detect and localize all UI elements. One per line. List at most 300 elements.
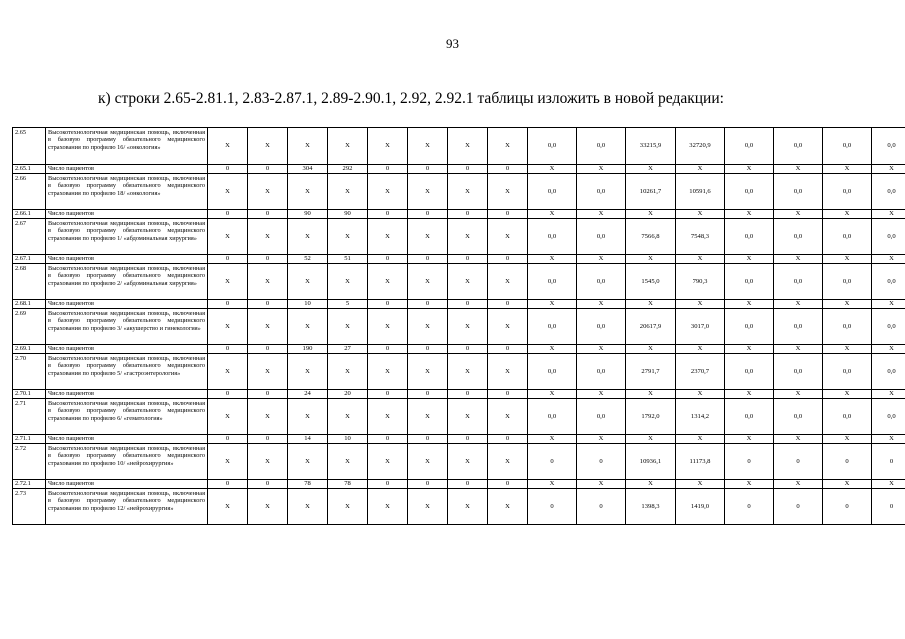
- table-cell: 0: [368, 300, 408, 309]
- table-cell: 0,0: [872, 174, 905, 210]
- table-cell: 0: [368, 480, 408, 489]
- table-row: [13, 264, 905, 300]
- table-cell: 0: [774, 444, 823, 480]
- table-cell: X: [528, 255, 577, 264]
- table-cell: X: [328, 354, 368, 390]
- table-cell: 10936,1: [626, 444, 676, 480]
- table-row: [13, 390, 905, 399]
- table-cell: 0: [248, 345, 288, 354]
- table-cell: X: [774, 345, 823, 354]
- table-cell: 0: [448, 165, 488, 174]
- table-cell: X: [626, 165, 676, 174]
- table-cell: 0,0: [725, 174, 774, 210]
- table-cell: 90: [328, 210, 368, 219]
- table-body: [13, 128, 905, 525]
- table-cell: X: [328, 219, 368, 255]
- table-cell: X: [448, 174, 488, 210]
- table-cell: X: [248, 399, 288, 435]
- table-cell: 0,0: [528, 309, 577, 345]
- table-cell: 0: [208, 300, 248, 309]
- table-cell: 0: [577, 444, 626, 480]
- table-cell: 0: [248, 435, 288, 444]
- table-cell: X: [288, 219, 328, 255]
- row-name: Число пациентов: [46, 165, 208, 174]
- table-cell: 0: [408, 210, 448, 219]
- table-cell: X: [823, 255, 872, 264]
- table-cell: X: [448, 489, 488, 525]
- table-row: [13, 219, 905, 255]
- table-cell: X: [676, 480, 725, 489]
- row-name: Число пациентов: [46, 480, 208, 489]
- table-cell: X: [288, 264, 328, 300]
- table-cell: X: [872, 165, 905, 174]
- table-cell: X: [408, 174, 448, 210]
- row-name: Число пациентов: [46, 255, 208, 264]
- row-code: 2.73: [13, 489, 46, 525]
- table-cell: X: [288, 309, 328, 345]
- table-cell: 10261,7: [626, 174, 676, 210]
- table-cell: 0,0: [577, 309, 626, 345]
- table-cell: X: [725, 165, 774, 174]
- table-cell: 0,0: [774, 399, 823, 435]
- table-cell: 0,0: [774, 128, 823, 165]
- table-cell: X: [248, 444, 288, 480]
- table-cell: X: [208, 128, 248, 165]
- table-cell: X: [676, 390, 725, 399]
- table-cell: 0,0: [774, 219, 823, 255]
- table-cell: 0: [488, 345, 528, 354]
- table-cell: X: [248, 174, 288, 210]
- row-code: 2.67: [13, 219, 46, 255]
- table-row: [13, 309, 905, 345]
- table-cell: 0,0: [872, 354, 905, 390]
- row-name: Число пациентов: [46, 345, 208, 354]
- table-cell: X: [577, 210, 626, 219]
- table-cell: 0,0: [823, 309, 872, 345]
- table-cell: X: [208, 444, 248, 480]
- table-cell: 0: [488, 435, 528, 444]
- table-cell: 0: [823, 489, 872, 525]
- table-cell: X: [328, 174, 368, 210]
- table-cell: X: [448, 309, 488, 345]
- table-cell: X: [208, 309, 248, 345]
- table-cell: 33215,9: [626, 128, 676, 165]
- table-cell: X: [676, 210, 725, 219]
- table-cell: X: [488, 399, 528, 435]
- table-cell: X: [208, 174, 248, 210]
- table-cell: X: [488, 309, 528, 345]
- table-cell: X: [626, 345, 676, 354]
- table-cell: 304: [288, 165, 328, 174]
- table-cell: X: [872, 210, 905, 219]
- table-cell: X: [823, 435, 872, 444]
- table-cell: X: [448, 219, 488, 255]
- table-cell: 0,0: [577, 128, 626, 165]
- section-heading: к) строки 2.65-2.81.1, 2.83-2.87.1, 2.89-2.90.1, 2.92, 2.92.1 таблицы изложить в новой редакции:: [98, 90, 724, 107]
- table-cell: 0: [488, 390, 528, 399]
- table-cell: X: [823, 345, 872, 354]
- table-cell: X: [328, 444, 368, 480]
- table-cell: 0: [248, 210, 288, 219]
- table-cell: 0,0: [823, 174, 872, 210]
- table-cell: X: [368, 489, 408, 525]
- table-cell: 2370,7: [676, 354, 725, 390]
- table-cell: 292: [328, 165, 368, 174]
- table-cell: X: [725, 390, 774, 399]
- table-cell: 0,0: [872, 128, 905, 165]
- table-cell: 0: [448, 210, 488, 219]
- table-cell: 0,0: [774, 174, 823, 210]
- row-code: 2.71.1: [13, 435, 46, 444]
- row-code: 2.70.1: [13, 390, 46, 399]
- table-cell: 0,0: [577, 174, 626, 210]
- table-cell: 0,0: [823, 399, 872, 435]
- table-cell: X: [248, 128, 288, 165]
- table-cell: X: [488, 354, 528, 390]
- table-cell: X: [328, 399, 368, 435]
- table-row: [13, 354, 905, 390]
- table-cell: 0: [725, 444, 774, 480]
- table-cell: X: [408, 128, 448, 165]
- table-cell: X: [208, 489, 248, 525]
- table-cell: 5: [328, 300, 368, 309]
- table-cell: 1314,2: [676, 399, 725, 435]
- table-cell: X: [368, 309, 408, 345]
- table-cell: X: [248, 489, 288, 525]
- table-cell: 0: [488, 165, 528, 174]
- table-cell: X: [528, 210, 577, 219]
- table-cell: X: [774, 435, 823, 444]
- table-cell: 0,0: [577, 399, 626, 435]
- table-cell: 0,0: [528, 399, 577, 435]
- table-cell: 7548,3: [676, 219, 725, 255]
- table-cell: X: [774, 210, 823, 219]
- row-name: Число пациентов: [46, 210, 208, 219]
- table-cell: 0: [208, 435, 248, 444]
- table-cell: X: [872, 345, 905, 354]
- table-cell: 0,0: [823, 354, 872, 390]
- row-code: 2.72.1: [13, 480, 46, 489]
- table-cell: X: [676, 345, 725, 354]
- table-cell: 0,0: [725, 354, 774, 390]
- table-cell: 24: [288, 390, 328, 399]
- table-cell: X: [248, 264, 288, 300]
- row-name: Высокотехнологичная медицинская помощь, включенная в базовую программу обязательного медицинского страхования по профилю 2/ «абдоминальная хирургия»: [46, 264, 208, 300]
- table-cell: 0: [408, 345, 448, 354]
- table-cell: X: [823, 300, 872, 309]
- table-cell: 1419,0: [676, 489, 725, 525]
- table-cell: X: [448, 128, 488, 165]
- row-code: 2.68: [13, 264, 46, 300]
- table-cell: 0: [248, 390, 288, 399]
- table-row: [13, 399, 905, 435]
- table-cell: 0: [448, 435, 488, 444]
- table-cell: 0: [368, 165, 408, 174]
- table-cell: 0: [448, 255, 488, 264]
- table-cell: 0: [872, 444, 905, 480]
- table-cell: 1792,0: [626, 399, 676, 435]
- table-cell: X: [823, 165, 872, 174]
- row-name: Число пациентов: [46, 300, 208, 309]
- table-cell: X: [823, 390, 872, 399]
- table-cell: X: [448, 354, 488, 390]
- table-cell: X: [408, 354, 448, 390]
- table-cell: 0: [248, 300, 288, 309]
- table-cell: 52: [288, 255, 328, 264]
- table-cell: X: [577, 345, 626, 354]
- table-cell: 0,0: [528, 264, 577, 300]
- table-cell: X: [328, 309, 368, 345]
- table-cell: X: [368, 174, 408, 210]
- table-cell: 0,0: [774, 264, 823, 300]
- table-cell: X: [725, 345, 774, 354]
- table-cell: 0,0: [872, 219, 905, 255]
- table-cell: 0,0: [725, 399, 774, 435]
- table-cell: 0,0: [774, 309, 823, 345]
- table-cell: 90: [288, 210, 328, 219]
- table-cell: 0: [368, 390, 408, 399]
- row-name: Высокотехнологичная медицинская помощь, включенная в базовую программу обязательного медицинского страхования по профилю 6/ «гематология»: [46, 399, 208, 435]
- table-cell: X: [872, 435, 905, 444]
- table-cell: X: [725, 255, 774, 264]
- table-cell: X: [626, 435, 676, 444]
- table-cell: X: [626, 210, 676, 219]
- row-name: Высокотехнологичная медицинская помощь, включенная в базовую программу обязательного медицинского страхования по профилю 12/ «нейрохирургия»: [46, 489, 208, 525]
- table-cell: 190: [288, 345, 328, 354]
- table-cell: X: [208, 399, 248, 435]
- row-code: 2.69.1: [13, 345, 46, 354]
- table-cell: X: [823, 210, 872, 219]
- table-cell: X: [676, 165, 725, 174]
- table-cell: X: [577, 255, 626, 264]
- table-cell: 11173,8: [676, 444, 725, 480]
- table-cell: 0: [448, 300, 488, 309]
- table-cell: 7566,8: [626, 219, 676, 255]
- table-cell: X: [208, 219, 248, 255]
- row-name: Высокотехнологичная медицинская помощь, включенная в базовую программу обязательного медицинского страхования по профилю 18/ «онкология»: [46, 174, 208, 210]
- table-cell: X: [577, 300, 626, 309]
- table-cell: 0,0: [528, 354, 577, 390]
- table-cell: 0,0: [725, 128, 774, 165]
- table-cell: X: [774, 480, 823, 489]
- table-row: [13, 345, 905, 354]
- table-cell: 0,0: [774, 354, 823, 390]
- table-cell: 0: [368, 255, 408, 264]
- table-cell: X: [872, 390, 905, 399]
- table-cell: X: [488, 264, 528, 300]
- table-cell: X: [774, 255, 823, 264]
- table-cell: X: [368, 354, 408, 390]
- table-cell: 0: [208, 210, 248, 219]
- table-cell: 0: [408, 255, 448, 264]
- row-name: Число пациентов: [46, 390, 208, 399]
- row-code: 2.66: [13, 174, 46, 210]
- table-cell: X: [368, 264, 408, 300]
- table-cell: X: [676, 435, 725, 444]
- table-cell: 10591,6: [676, 174, 725, 210]
- table-cell: X: [488, 174, 528, 210]
- table-cell: X: [248, 354, 288, 390]
- table-cell: X: [725, 480, 774, 489]
- table-cell: X: [328, 128, 368, 165]
- table-cell: 14: [288, 435, 328, 444]
- row-name: Высокотехнологичная медицинская помощь, включенная в базовую программу обязательного медицинского страхования по профилю 16/ «онкология»: [46, 128, 208, 165]
- table-cell: X: [408, 444, 448, 480]
- table-row: [13, 480, 905, 489]
- table-row: [13, 165, 905, 174]
- table-cell: X: [626, 480, 676, 489]
- table-cell: X: [626, 300, 676, 309]
- table-cell: X: [774, 165, 823, 174]
- table-row: [13, 300, 905, 309]
- table-cell: 78: [328, 480, 368, 489]
- table-cell: X: [528, 165, 577, 174]
- table-cell: 2791,7: [626, 354, 676, 390]
- table-cell: 10: [288, 300, 328, 309]
- table-cell: 0,0: [577, 219, 626, 255]
- table-cell: X: [408, 219, 448, 255]
- table-cell: X: [288, 489, 328, 525]
- table-cell: 0: [823, 444, 872, 480]
- table-cell: 0: [488, 210, 528, 219]
- table-cell: 0,0: [577, 264, 626, 300]
- table-cell: X: [488, 489, 528, 525]
- table-cell: 0: [488, 480, 528, 489]
- table-cell: X: [676, 300, 725, 309]
- table-cell: 0,0: [823, 128, 872, 165]
- table-cell: X: [774, 390, 823, 399]
- table-cell: X: [872, 480, 905, 489]
- table-cell: 0: [577, 489, 626, 525]
- table-cell: X: [577, 165, 626, 174]
- row-code: 2.70: [13, 354, 46, 390]
- table-cell: 0: [448, 390, 488, 399]
- table-cell: X: [328, 264, 368, 300]
- table-cell: X: [577, 435, 626, 444]
- table-cell: X: [448, 399, 488, 435]
- table-cell: X: [528, 345, 577, 354]
- table-cell: X: [626, 255, 676, 264]
- table-cell: X: [528, 390, 577, 399]
- table-cell: 27: [328, 345, 368, 354]
- table-row: [13, 128, 905, 165]
- table-cell: 0: [248, 255, 288, 264]
- table-cell: X: [577, 390, 626, 399]
- table-cell: 0: [408, 480, 448, 489]
- table-cell: X: [448, 264, 488, 300]
- table-cell: X: [248, 219, 288, 255]
- table-cell: X: [288, 399, 328, 435]
- table-cell: 0: [448, 345, 488, 354]
- data-table: [12, 127, 905, 525]
- table-cell: X: [288, 354, 328, 390]
- table-cell: 0: [248, 165, 288, 174]
- row-code: 2.71: [13, 399, 46, 435]
- table-cell: 0,0: [823, 264, 872, 300]
- table-cell: 0: [488, 300, 528, 309]
- table-cell: 0: [208, 165, 248, 174]
- table-cell: 20: [328, 390, 368, 399]
- table-row: [13, 489, 905, 525]
- table-cell: 0,0: [577, 354, 626, 390]
- table-cell: 0: [725, 489, 774, 525]
- table-cell: X: [408, 489, 448, 525]
- table-cell: 790,3: [676, 264, 725, 300]
- table-cell: 0,0: [528, 174, 577, 210]
- table-cell: 0,0: [872, 309, 905, 345]
- table-cell: X: [368, 444, 408, 480]
- table-row: [13, 435, 905, 444]
- table-cell: X: [528, 300, 577, 309]
- row-name: Высокотехнологичная медицинская помощь, включенная в базовую программу обязательного медицинского страхования по профилю 5/ «гастроэнтерология»: [46, 354, 208, 390]
- table-cell: 51: [328, 255, 368, 264]
- table-cell: X: [725, 300, 774, 309]
- table-cell: 0: [368, 345, 408, 354]
- table-cell: 0: [488, 255, 528, 264]
- table-cell: 0,0: [872, 399, 905, 435]
- table-cell: 0: [528, 489, 577, 525]
- row-code: 2.69: [13, 309, 46, 345]
- table-cell: X: [448, 444, 488, 480]
- table-cell: X: [328, 489, 368, 525]
- table-cell: 20617,9: [626, 309, 676, 345]
- row-code: 2.67.1: [13, 255, 46, 264]
- table-cell: 0,0: [725, 309, 774, 345]
- table-cell: 0: [408, 165, 448, 174]
- table-cell: X: [408, 399, 448, 435]
- table-cell: 0: [408, 390, 448, 399]
- table-cell: X: [248, 309, 288, 345]
- table-cell: X: [208, 354, 248, 390]
- table-cell: X: [208, 264, 248, 300]
- table-cell: X: [626, 390, 676, 399]
- table-cell: X: [528, 480, 577, 489]
- table-cell: X: [368, 128, 408, 165]
- table-cell: 0: [368, 435, 408, 444]
- table-cell: X: [488, 128, 528, 165]
- table-cell: X: [488, 444, 528, 480]
- row-code: 2.72: [13, 444, 46, 480]
- table-cell: X: [725, 210, 774, 219]
- table-cell: 32720,9: [676, 128, 725, 165]
- table-cell: 0: [208, 345, 248, 354]
- table-cell: X: [288, 174, 328, 210]
- row-code: 2.65.1: [13, 165, 46, 174]
- table-cell: 0,0: [528, 128, 577, 165]
- table-cell: 0,0: [872, 264, 905, 300]
- table-cell: X: [368, 399, 408, 435]
- table-row: [13, 210, 905, 219]
- table-cell: X: [488, 219, 528, 255]
- table-row: [13, 444, 905, 480]
- table-cell: 0: [368, 210, 408, 219]
- table-cell: X: [725, 435, 774, 444]
- table-cell: 0: [528, 444, 577, 480]
- table-cell: 0: [208, 480, 248, 489]
- row-code: 2.65: [13, 128, 46, 165]
- table-cell: X: [872, 300, 905, 309]
- table-cell: 1398,3: [626, 489, 676, 525]
- table-cell: X: [408, 309, 448, 345]
- table-cell: X: [823, 480, 872, 489]
- table-cell: 0,0: [823, 219, 872, 255]
- table-cell: X: [288, 128, 328, 165]
- table-cell: X: [577, 480, 626, 489]
- row-name: Высокотехнологичная медицинская помощь, включенная в базовую программу обязательного медицинского страхования по профилю 10/ «нейрохирургия»: [46, 444, 208, 480]
- table-cell: 0: [408, 435, 448, 444]
- table-cell: X: [872, 255, 905, 264]
- table-cell: X: [408, 264, 448, 300]
